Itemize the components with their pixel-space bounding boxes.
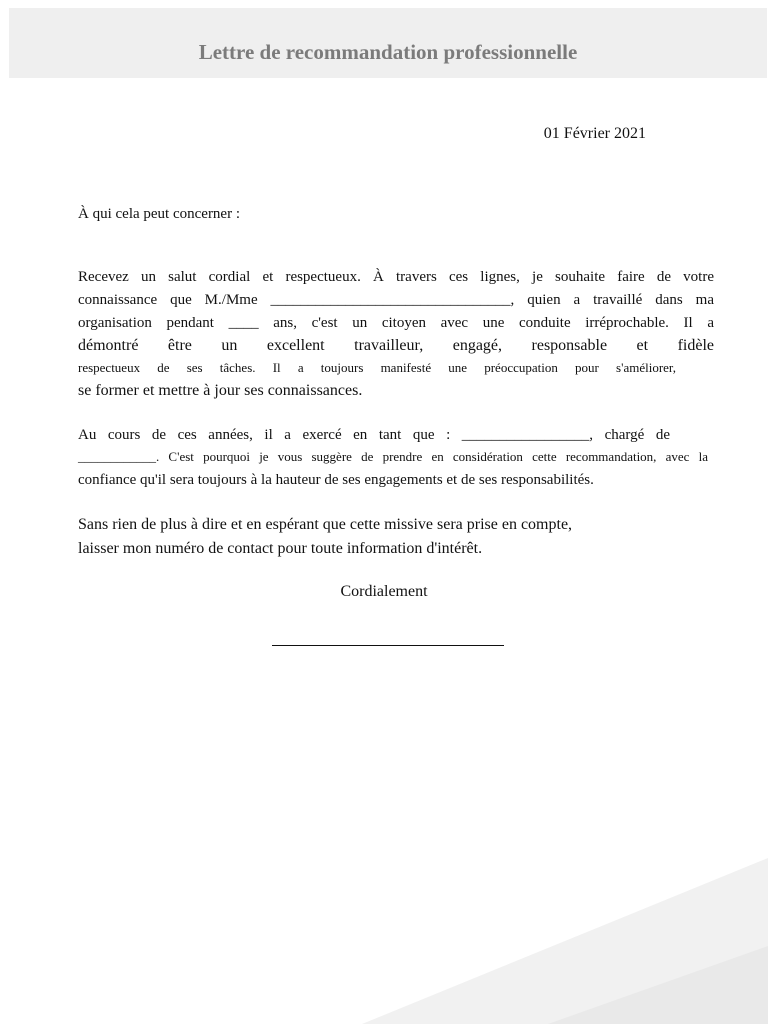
paragraph-1-line-6: se former et mettre à jour ses connaissances. [78, 382, 363, 399]
paragraph-1-line-4: démontré être un excellent travailleur, engagé, responsable et fidèle [78, 337, 714, 354]
paragraph-1-line-2: connaissance que M./Mme ________________________________, quien a travaillé dans ma [78, 292, 714, 308]
paragraph-1-line-3: organisation pendant ____ ans, c'est un citoyen avec une conduite irréprochable. Il a [78, 315, 714, 331]
paragraph-2-line-2: ____________. C'est pourquoi je vous suggère de prendre en considération cette recommandation, avec la [78, 449, 708, 464]
paragraph-2-line-3: confiance qu'il sera toujours à la hauteur de ses engagements et de ses responsabilités. [78, 472, 594, 488]
paragraph-3-line-1: Sans rien de plus à dire et en espérant que cette missive sera prise en compte, [78, 516, 573, 533]
paragraph-2-line-1: Au cours de ces années, il a exercé en tant que : _________________, chargé de [78, 427, 670, 443]
letter-date: 01 Février 2021 [543, 125, 646, 142]
salutation: À qui cela peut concerner : [78, 206, 241, 222]
closing-phrase: Cordialement [340, 583, 428, 600]
document-title: Lettre de recommandation professionnelle [198, 40, 578, 64]
paragraph-1-line-5: respectueux de ses tâches. Il a toujours manifesté une préoccupation pour s'améliorer, [78, 360, 676, 375]
paragraph-1-line-1: Recevez un salut cordial et respectueux. À travers ces lignes, je souhaite faire de votre [78, 269, 714, 285]
paragraph-3-line-2: laisser mon numéro de contact pour toute information d'intérêt. [78, 540, 483, 557]
